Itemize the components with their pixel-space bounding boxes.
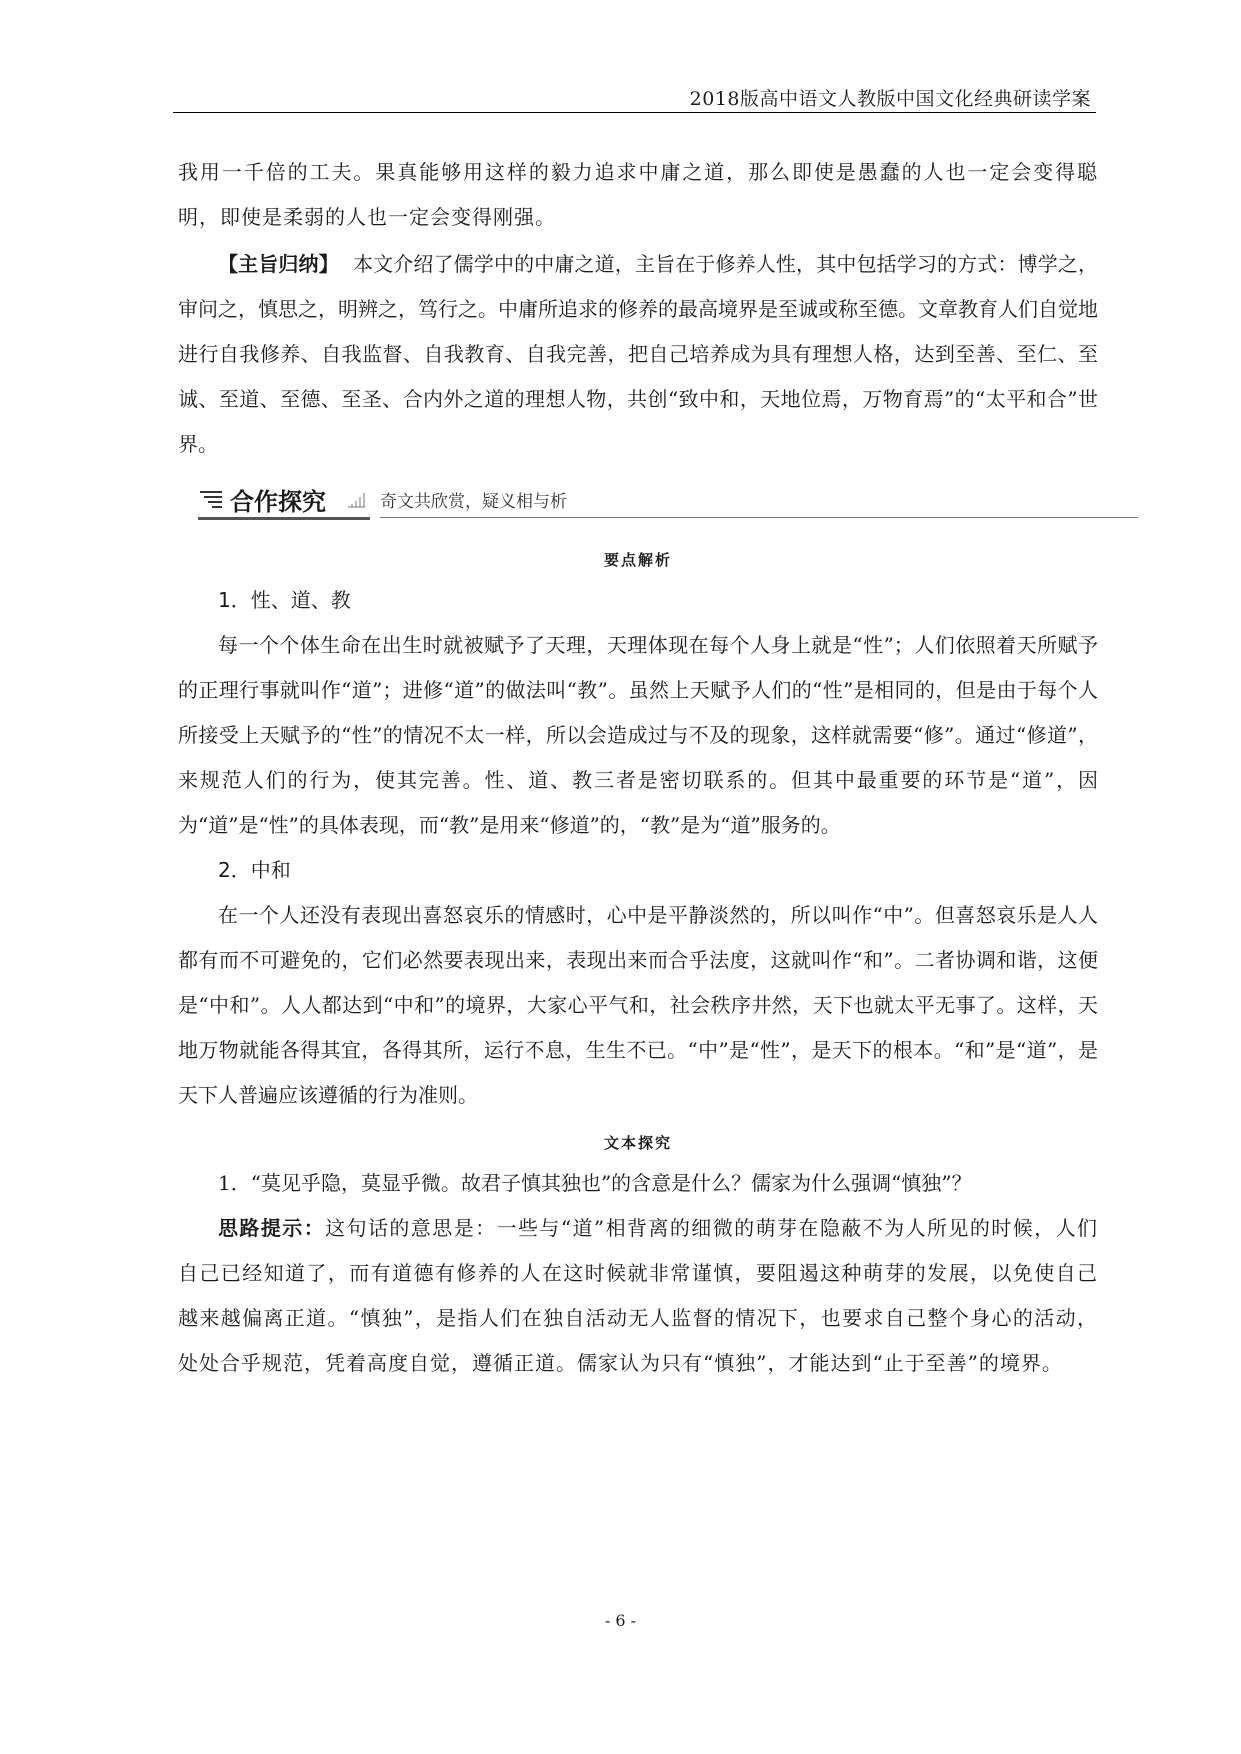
stripes-icon [198, 489, 224, 511]
page-number: - 6 - [604, 1611, 637, 1630]
text-inquiry-heading: 文本探究 [603, 1134, 672, 1152]
section-subtitle-underline [380, 517, 1138, 518]
key-point-2-text: 在一个人还没有表现出喜怒哀乐的情感时，心中是平静淡然的，所以叫作“中”。但喜怒哀乐是人人都有而不可避免的，它们必然要表现出来，表现出来而合乎法度，这就叫作“和”。二者协调和谐，这便是“中和”。人人都达到“中和”的境界，大家心平气和，社会秩序井然，天下也就太平无事了。这样，天地万物就能各得其宜，各得其所，运行不息，生生不已。“中”是“性”，是天下的根本。“和”是“道”，是天下人普遍应该遵循的行为准则。 [178, 903, 1098, 1107]
summary-paragraph [178, 242, 1098, 467]
hint-text: 这句话的意思是：一些与“道”相背离的细微的萌芽在隐蔽不为人所见的时候，人们自己已经知道了，而有道德有修养的人在这时候就非常谨慎，要阻遏这种萌芽的发展，以免使自己越来越偏离正道。“慎独”，是指人们在独自活动无人监督的情况下，也要求自己整个身心的活动，处处合乎规范，凭着高度自觉，遵循正道。儒家认为只有“慎独”，才能达到“止于至善”的境界。 [178, 1216, 1098, 1375]
key-point-2-title: 2．中和 [218, 858, 291, 882]
key-point-1-title: 1．性、道、教 [218, 588, 351, 612]
key-point-1-text: 每一个个体生命在出生时就被赋予了天理，天理体现在每个人身上就是“性”；人们依照着天所赋予的正理行事就叫作“道”；进修“道”的做法叫“教”。虽然上天赋予人们的“性”是相同的，但是由于每个人所接受上天赋予的“性”的情况不太一样，所以会造成过与不及的现象，这样就需要“修”。通过“修道”，来规范人们的行为，使其完善。性、道、教三者是密切联系的。但其中最重要的环节是“道”，因为“道”是“性”的具体表现，而“教”是用来“修道”的，“教”是为“道”服务的。 [178, 633, 1098, 837]
inquiry-question: 1．“莫见乎隐，莫显乎微。故君子慎其独也”的含意是什么？儒家为什么强调“慎独”？ [218, 1171, 972, 1195]
header-title: 2018版高中语文人教版中国文化经典研读学案 [689, 88, 1091, 110]
summary-tag: 【主旨归纳】 [218, 252, 339, 276]
key-points-heading: 要点解析 [603, 551, 672, 569]
corner-lines-icon [346, 491, 366, 509]
section-title-underline [198, 517, 370, 520]
section-title: 合作探究 [230, 488, 326, 516]
page-content [178, 150, 1098, 1386]
section-subtitle: 奇文共欣赏，疑义相与析 [380, 492, 567, 512]
section-banner [178, 473, 1098, 533]
hint-label: 思路提示： [218, 1216, 326, 1240]
inquiry-hint [178, 1206, 1098, 1386]
header-divider [173, 112, 1096, 113]
intro-paragraph: 我用一千倍的工夫。果真能够用这样的毅力追求中庸之道，那么即使是愚蠢的人也一定会变得聪明，即使是柔弱的人也一定会变得刚强。 [178, 160, 1098, 229]
summary-text: 本文介绍了儒学中的中庸之道，主旨在于修养人性，其中包括学习的方式：博学之，审问之，慎思之，明辨之，笃行之。中庸所追求的修养的最高境界是至诚或称至德。文章教育人们自觉地进行自我修养、自我监督、自我教育、自我完善，把自己培养成为具有理想人格，达到至善、至仁、至诚、至道、至德、至圣、合内外之道的理想人物，共创“致中和，天地位焉，万物育焉”的“太平和合”世界。 [178, 252, 1099, 456]
